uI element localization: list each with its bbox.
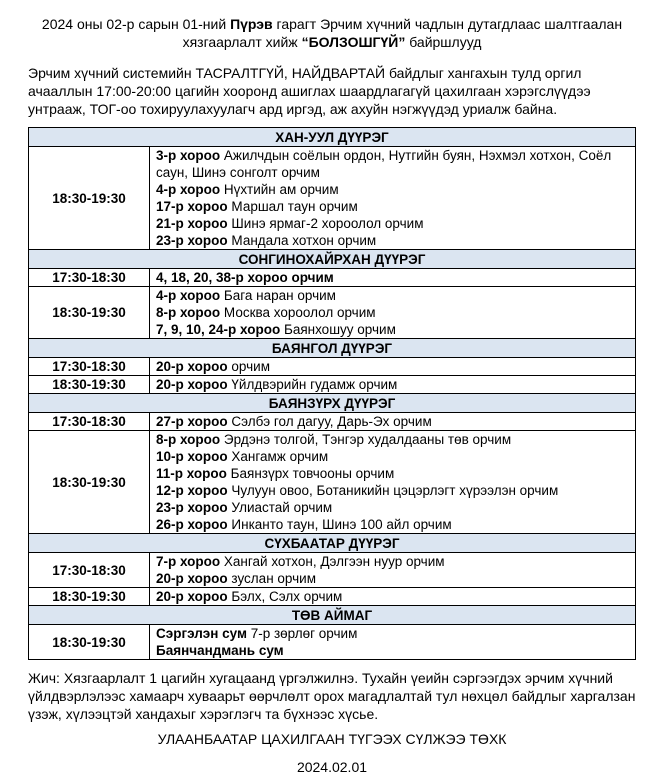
schedule-row [29, 376, 636, 394]
district-name: СҮХБААТАР ДҮҮРЭГ [29, 534, 636, 553]
khoroo-label: 20-р хороо [156, 571, 228, 586]
location-text: Хангамж орчим [227, 449, 329, 464]
khoroo-label: 27-р хороо [156, 414, 228, 429]
headline-part3: байршлууд [405, 34, 482, 50]
location-text: Инканто таун, Шинэ 100 айл орчим [227, 517, 452, 532]
location-text: Эрдэнэ толгой, Тэнгэр худалдааны төв орчим [220, 432, 512, 447]
locations-cell [150, 553, 636, 588]
location-line [156, 198, 629, 215]
location-line [156, 642, 629, 659]
schedule-row [29, 413, 636, 431]
location-line [156, 625, 629, 642]
location-line [156, 164, 629, 181]
time-slot: 18:30-19:30 [29, 376, 150, 394]
locations-cell [150, 431, 636, 534]
schedule-row [29, 358, 636, 376]
headline-name: “БОЛЗОШГҮЙ” [301, 34, 406, 50]
locations-cell [150, 625, 636, 660]
location-text: Ажилчдын соёлын ордон, Нутгийн буян, Нэхмэл хотхон, Соёл [220, 148, 612, 163]
location-text: орчим [227, 359, 270, 374]
district-name: ХАН-УУЛ ДҮҮРЭГ [29, 128, 636, 147]
district-header-row [29, 339, 636, 358]
location-line [156, 304, 629, 321]
khoroo-label: 10-р хороо [156, 449, 228, 464]
khoroo-label: 21-р хороо [156, 216, 228, 231]
district-header-row [29, 606, 636, 625]
schedule-row [29, 269, 636, 287]
district-name: БАЯНГОЛ ДҮҮРЭГ [29, 339, 636, 358]
location-text: Үйлдвэрийн гудамж орчим [227, 377, 398, 392]
khoroo-label: 20-р хороо [156, 377, 228, 392]
time-slot: 18:30-19:30 [29, 287, 150, 339]
location-text: 7-р зөрлөг орчим [246, 626, 358, 641]
district-name: БАЯНЗҮРХ ДҮҮРЭГ [29, 394, 636, 413]
location-line [156, 570, 629, 587]
locations-cell [150, 287, 636, 339]
district-name: СОНГИНОХАЙРХАН ДҮҮРЭГ [29, 250, 636, 269]
khoroo-label: 7-р хороо [156, 554, 221, 569]
location-line [156, 465, 629, 482]
location-line [156, 358, 629, 375]
khoroo-label: 23-р хороо [156, 233, 228, 248]
time-slot: 17:30-18:30 [29, 413, 150, 431]
location-text: Баянхошуу орчим [280, 322, 396, 337]
location-text: Улиастай орчим [227, 500, 333, 515]
time-slot: 17:30-18:30 [29, 553, 150, 588]
location-line [156, 413, 629, 430]
locations-cell [150, 358, 636, 376]
location-text: Баянзүрх товчооны орчим [226, 466, 395, 481]
khoroo-label: 11-р хороо [156, 466, 227, 481]
schedule-row [29, 553, 636, 588]
time-slot: 18:30-19:30 [29, 588, 150, 606]
khoroo-label: 17-р хороо [156, 199, 228, 214]
khoroo-label: 4-р хороо [156, 182, 221, 197]
location-line [156, 448, 629, 465]
schedule-row [29, 588, 636, 606]
location-text: Нүхтийн ам орчим [220, 182, 339, 197]
schedule-row [29, 625, 636, 660]
location-line [156, 482, 629, 499]
district-name: ТӨВ АЙМАГ [29, 606, 636, 625]
location-text: Сэлбэ гол дагуу, Дарь-Эх орчим [227, 414, 432, 429]
schedule-row [29, 147, 636, 250]
time-slot: 18:30-19:30 [29, 147, 150, 250]
locations-cell [150, 147, 636, 250]
location-line [156, 553, 629, 570]
headline-part1: 2024 оны 02-р сарын 01-ний [41, 16, 231, 32]
location-line [156, 588, 629, 605]
location-line [156, 232, 629, 249]
location-text: Бэлх, Сэлх орчим [227, 589, 343, 604]
location-line [156, 499, 629, 516]
time-slot: 18:30-19:30 [29, 625, 150, 660]
location-text: Бага наран орчим [220, 288, 336, 303]
schedule-table [28, 127, 636, 660]
headline-day: Пүрэв [230, 16, 273, 32]
time-slot: 17:30-18:30 [29, 269, 150, 287]
location-line [156, 269, 629, 286]
location-text: Шинэ ярмаг-2 хороолол орчим [227, 216, 424, 231]
khoroo-label: 12-р хороо [156, 483, 228, 498]
khoroo-label: 20-р хороо [156, 359, 228, 374]
khoroo-label: 8-р хороо [156, 305, 221, 320]
locations-cell [150, 588, 636, 606]
locations-cell [150, 413, 636, 431]
location-text: Мандала хотхон орчим [227, 233, 377, 248]
khoroo-label: Баянчандмань сум [156, 643, 284, 658]
intro-paragraph: Эрчим хүчний системийн ТАСРАЛТГҮЙ, НАЙДВАРТАЙ байдлыг хангахын тулд оргил ачааллын 17:00-20:00 цагийн хооронд ашиглах шаардлагагүй цахилгаан хэрэгслүүдээ унтрааж, ТОГ-оо тохируулахуулагч ард иргэд, аж ахуйн нэгжүүдэд уриалж байна. [28, 65, 591, 117]
khoroo-label: 26-р хороо [156, 517, 228, 532]
document-date: 2024.02.01 [296, 759, 368, 775]
location-text: Маршал таун орчим [227, 199, 358, 214]
locations-cell [150, 376, 636, 394]
location-line [156, 516, 629, 533]
location-line [156, 431, 629, 448]
schedule-row [29, 431, 636, 534]
schedule-row [29, 287, 636, 339]
location-line [156, 181, 629, 198]
location-line [156, 287, 629, 304]
district-header-row [29, 394, 636, 413]
headline [8, 15, 656, 51]
khoroo-label: 8-р хороо [156, 432, 221, 447]
headline-part2: гарагт Эрчим хүчний чадлын дутагдлаас шалтгаалан хязгаарлалт хийж [182, 16, 623, 50]
time-slot: 18:30-19:30 [29, 431, 150, 534]
khoroo-label: 4-р хороо [156, 288, 221, 303]
khoroo-label: 3-р хороо [156, 148, 221, 163]
location-line [156, 215, 629, 232]
location-text: Хангай хотхон, Дэлгээн нуур орчим [220, 554, 445, 569]
locations-cell [150, 269, 636, 287]
location-text: Москва хороолол орчим [220, 305, 376, 320]
location-text: Чулуун овоо, Ботаникийн цэцэрлэгт хүрээлэн орчим [227, 483, 559, 498]
note-paragraph: Жич: Хязгаарлалт 1 цагийн хугацаанд үргэлжилнэ. Тухайн үеийн сэргээгдэх эрчим хүчний үйлдвэрлэлээс хамаарч хуваарьт өөрчлөлт орох магадлалтай тул нөхцөл байдлыг харгалзан үзэж, хүлээцтэй хандахыг хэрэглэгч та бүхнээс хүсье. [28, 670, 636, 722]
district-header-row [29, 534, 636, 553]
location-text: зуслан орчим [227, 571, 316, 586]
location-line [156, 376, 629, 393]
district-header-row [29, 250, 636, 269]
organization-name: УЛААНБААТАР ЦАХИЛГААН ТҮГЭЭХ СҮЛЖЭЭ ТӨХК [157, 731, 507, 747]
location-line [156, 321, 629, 338]
khoroo-label: 7, 9, 10, 24-р хороо [156, 322, 281, 337]
time-slot: 17:30-18:30 [29, 358, 150, 376]
khoroo-label: 20-р хороо [156, 589, 228, 604]
location-line [156, 147, 629, 164]
khoroo-label: Сэргэлэн сум [156, 626, 247, 641]
location-text: саун, Шинэ сонголт орчим [156, 165, 320, 180]
khoroo-label: 23-р хороо [156, 500, 228, 515]
khoroo-label: 4, 18, 20, 38-р хороо орчим [156, 270, 334, 285]
district-header-row [29, 128, 636, 147]
